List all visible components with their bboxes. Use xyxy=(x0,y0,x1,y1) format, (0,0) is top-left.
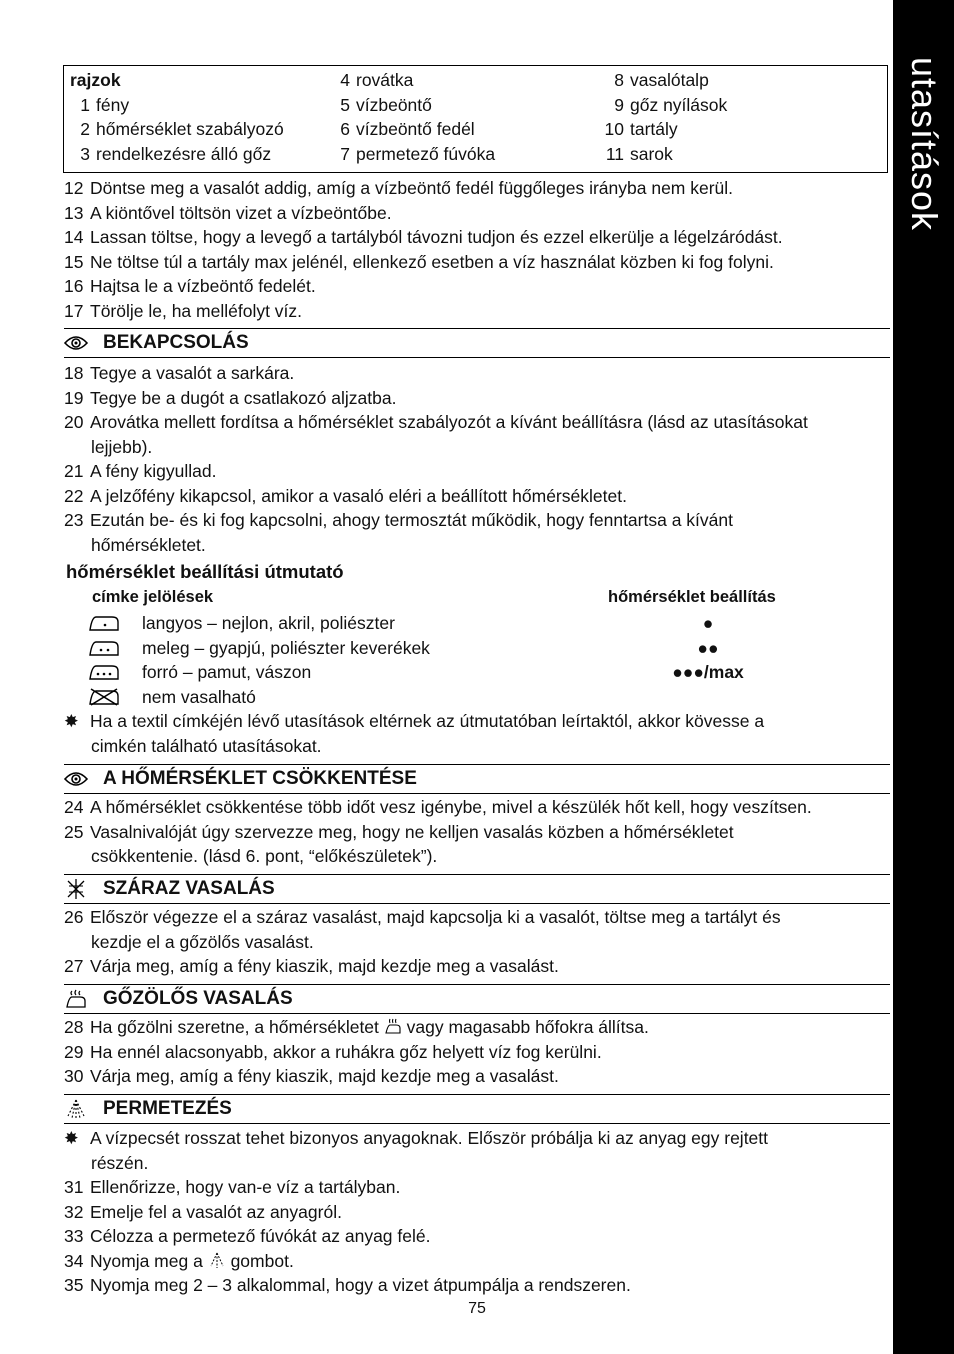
step-item: 29 Ha ennél alacsonyabb, akkor a ruhákra gőz helyett víz fog kerülni. xyxy=(64,1041,602,1062)
parts-title: rajzok xyxy=(70,70,121,90)
parts-col-2 xyxy=(340,68,495,166)
section-reduce-temp xyxy=(64,764,890,794)
step-item: 14 Lassan töltse, hogy a levegő a tartályból távozni tudjon és ezzel elkerülje a légelzáródást. xyxy=(64,227,783,247)
guide-col-label: címke jelölések xyxy=(92,588,214,606)
parts-col-3 xyxy=(604,68,727,166)
step-item: 32 Emelje fel a vasalót az anyagról. xyxy=(64,1201,342,1222)
step-item: 25 Vasalnivalóját úgy szervezze meg, hogy ne kelljen vasalás közben a hőmérsékletet xyxy=(64,821,734,842)
step-item: 33 Célozza a permetező fúvókát az anyag felé. xyxy=(64,1226,431,1246)
step-item: 26 Először végezze el a száraz vasalást, majd kapcsolja ki a vasalót, töltse meg a tartályt és xyxy=(64,907,781,927)
part-item: 7 permetező fúvóka xyxy=(340,143,496,164)
no-iron-icon xyxy=(88,688,120,706)
section-spray xyxy=(64,1094,890,1124)
sun-icon: ✸ xyxy=(64,1128,79,1148)
step-item: 16 Hajtsa le a vízbeöntő fedelét. xyxy=(64,276,316,296)
section-title: PERMETEZÉS xyxy=(103,1098,232,1119)
step-item: 28 Ha gőzölni szeretne, a hőmérsékletet vagy magasabb hőfokra állítsa. xyxy=(64,1017,649,1037)
part-item: 5 vízbeöntő xyxy=(340,94,432,115)
eye-icon xyxy=(64,332,88,354)
step-item: 27 Várja meg, amíg a fény kiaszik, majd kezdje meg a vasalást. xyxy=(64,956,559,976)
step-item: 31 Ellenőrizze, hogy van-e víz a tartályban. xyxy=(64,1177,401,1197)
step-item: 21 A fény kigyullad. xyxy=(64,461,217,481)
step-continuation: lejjebb). xyxy=(91,436,153,457)
iron-3dot-icon xyxy=(88,663,120,681)
step-continuation: kezdje el a gőzölős vasalást. xyxy=(91,931,314,952)
iron-2dot-icon xyxy=(88,639,120,657)
setting-dots: ● xyxy=(702,613,714,633)
part-item: 1 fény xyxy=(80,94,130,115)
step-continuation: hőmérsékletet. xyxy=(91,534,206,555)
steps-switch-on xyxy=(64,361,890,557)
part-item: 4 rovátka xyxy=(340,70,414,90)
spray-icon xyxy=(64,1098,88,1120)
guide-row: meleg – gyapjú, poliészter keverékek ●● xyxy=(88,636,778,661)
section-steam-ironing xyxy=(64,984,890,1014)
step-item: 20 Arovátka mellett fordítsa a hőmérséklet szabályozót a kívánt beállításra (lásd az utasításokat xyxy=(64,412,808,432)
part-item: 10 tartály xyxy=(604,119,678,139)
side-tab xyxy=(893,0,954,1354)
guide-row: langyos – nejlon, akril, poliészter ● xyxy=(88,611,778,636)
parts-legend-box xyxy=(63,65,888,173)
steps-steam-ironing xyxy=(64,1015,890,1089)
step-item: 15 Ne töltse túl a tartály max jelénél, ellenkező esetben a víz használat közben ki fog folyni. xyxy=(64,251,774,272)
guide-note: ✸ Ha a textil címkéjén lévő utasítások eltérnek az útmutatóban leírtaktól, akkor kövesse a cimkén található utasításokat. xyxy=(64,711,765,756)
guide-row: nem vasalható xyxy=(88,685,778,710)
sun-icon: ✸ xyxy=(64,711,79,731)
setting-dots: ●● xyxy=(697,638,719,658)
steps-reduce-temp xyxy=(64,795,890,869)
parts-col-1 xyxy=(70,68,284,166)
eye-icon xyxy=(64,768,88,790)
part-item: 6 vízbeöntő fedél xyxy=(340,119,475,139)
steps-filling xyxy=(64,176,890,323)
step-item: 22 A jelzőfény kikapcsol, amikor a vasaló eléri a beállított hőmérsékletet. xyxy=(64,485,627,506)
page-number: 75 xyxy=(468,1300,486,1317)
step-item: 18 Tegye a vasalót a sarkára. xyxy=(64,363,295,383)
guide-title: hőmérséklet beállítási útmutató xyxy=(66,561,344,582)
section-dry-ironing xyxy=(64,874,890,904)
step-item: 35 Nyomja meg 2 – 3 alkalommal, hogy a vizet átpumpálja a rendszeren. xyxy=(64,1275,631,1295)
step-item: 13 A kiöntővel töltsön vizet a vízbeöntőbe. xyxy=(64,202,392,223)
section-switch-on xyxy=(64,328,890,358)
step-item: 24 A hőmérséklet csökkentése több időt vesz igénybe, mivel a készülék hőt kell, hogy veszítsen. xyxy=(64,797,812,817)
step-item: 17 Törölje le, ha melléfolyt víz. xyxy=(64,300,303,321)
section-title: BEKAPCSOLÁS xyxy=(103,332,249,353)
steps-dry-ironing xyxy=(64,905,890,979)
step-item: 19 Tegye be a dugót a csatlakozó aljzatba. xyxy=(64,387,397,408)
dry-iron-icon xyxy=(64,878,88,900)
setting-dots: ●●●/max xyxy=(672,662,744,682)
part-item: 2 hőmérséklet szabályozó xyxy=(80,119,284,139)
side-tab-label: utasítások xyxy=(903,56,945,232)
step-item: 23 Ezután be- és ki fog kapcsolni, ahogy termosztát működik, hogy fenntartsa a kívánt xyxy=(64,510,733,530)
part-item: 8 vasalótalp xyxy=(614,70,709,90)
step-item: 30 Várja meg, amíg a fény kiaszik, majd kezdje meg a vasalást. xyxy=(64,1066,559,1086)
spray-icon xyxy=(208,1252,226,1269)
guide-col-setting: hőmérséklet beállítás xyxy=(608,588,776,606)
step-item: 12 Döntse meg a vasalót addig, amíg a vízbeöntő fedél függőleges irányba nem kerül. xyxy=(64,178,734,198)
guide-row: forró – pamut, vászon ●●●/max xyxy=(88,660,778,685)
steam-icon xyxy=(384,1018,402,1035)
part-item: 3 rendelkezésre álló gőz xyxy=(80,143,272,164)
section-title: A HŐMÉRSÉKLET CSÖKKENTÉSE xyxy=(103,768,417,789)
iron-1dot-icon xyxy=(88,614,120,632)
spray-note: ✸ A vízpecsét rosszat tehet bizonyos anyagoknak. Először próbálja ki az anyag egy rejtett xyxy=(64,1126,890,1151)
part-item: 11 sarok xyxy=(605,143,673,164)
step-item: 34 Nyomja meg a gombot. xyxy=(64,1250,294,1271)
part-item: 9 gőz nyílások xyxy=(614,94,728,115)
section-title: SZÁRAZ VASALÁS xyxy=(103,878,275,899)
steps-spray: ✸ A vízpecsét rosszat tehet bizonyos anyagoknak. Először próbálja ki az anyag egy rejtett részén. 31 Ellenőrizze, hogy van-e víz a tartályban. 32 Emelje fel a vasalót az anyagról. 33 Célozza a permetező fúvókát az anyag felé. 34 Nyomja meg a gombot. 35 Nyomja meg 2 – 3 alkalommal, hogy a vizet átpumpálja a rendszeren. xyxy=(64,1126,890,1298)
steam-icon xyxy=(64,988,88,1010)
section-title: GŐZÖLŐS VASALÁS xyxy=(103,988,293,1009)
step-continuation: csökkentenie. (lásd 6. pont, “előkészületek”). xyxy=(91,846,438,866)
